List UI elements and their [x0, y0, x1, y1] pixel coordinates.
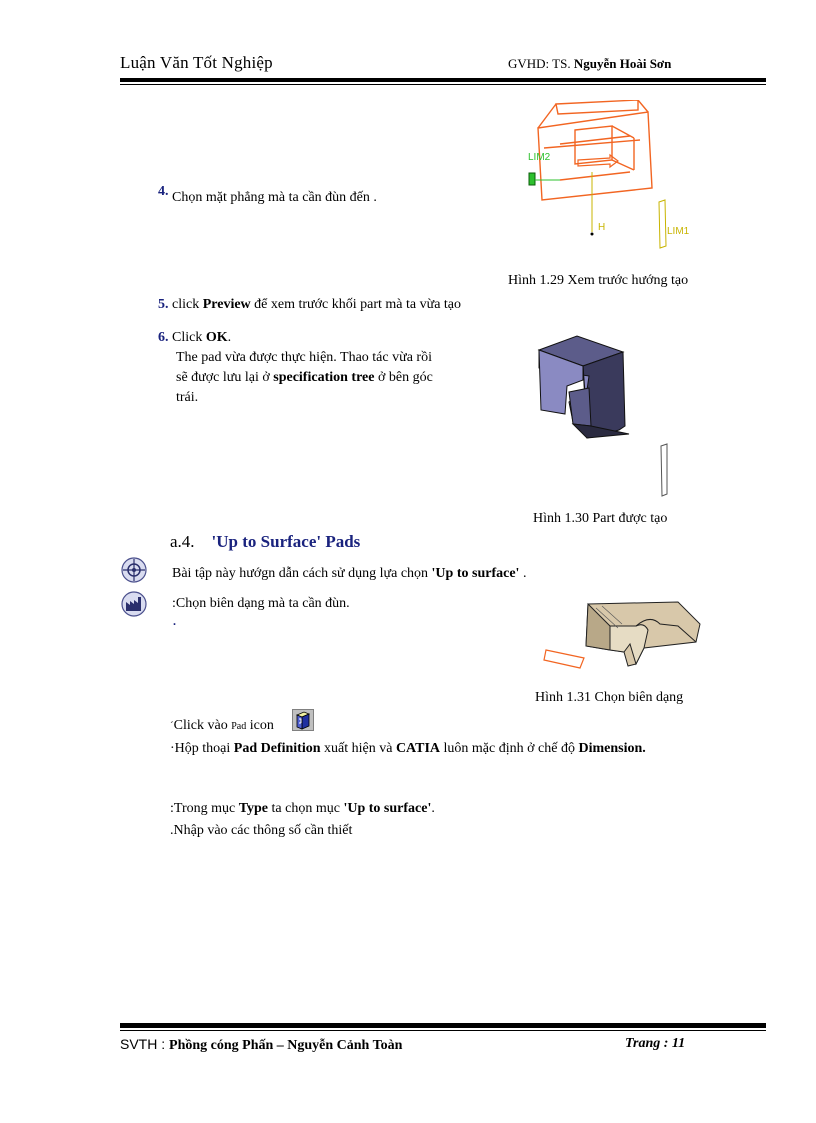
- caption-figure-1-29: Hình 1.29 Xem trước hướng tạo: [508, 273, 689, 288]
- pad-part: [539, 336, 629, 438]
- factory-icon: [120, 590, 148, 618]
- profile-part: [586, 602, 700, 666]
- figure-1-30: [525, 330, 685, 500]
- section-heading: a.4. 'Up to Surface' Pads: [170, 532, 361, 551]
- step-6: 6. Click OK. The pad vừa được thực hiện. Thao tác vừa rồi sẽ được lưu lại ở specification tree ở bên góc trái.: [158, 330, 433, 405]
- label-h: H: [598, 222, 606, 233]
- pad-icon[interactable]: [292, 709, 314, 731]
- section-step-select-profile: :Chọn biên dạng mà ta cần đùn.: [172, 596, 350, 611]
- figure-1-29: [520, 100, 710, 250]
- selected-profile: [544, 650, 584, 668]
- section-dot: .: [173, 614, 176, 628]
- step-pad-definition: ·Hộp thoại Pad Definition xuất hiện và CATIA luôn mặc định ở chế độ Dimension.: [170, 741, 646, 756]
- label-lim1: LIM1: [667, 226, 690, 237]
- footer-students: SVTH : Phồng cóng Phấn – Nguyễn Cảnh Toàn: [120, 1036, 403, 1053]
- preview-box: [538, 100, 652, 200]
- footer-page-number: Trang : 11: [625, 1036, 686, 1051]
- section-intro: Bài tập này hướgn dẫn cách sử dụng lựa chọn 'Up to surface' .: [172, 566, 527, 581]
- step-click-pad: ´Click vào Pad icon: [170, 718, 274, 733]
- step-enter-parameters: .Nhập vào các thông số cần thiết: [170, 823, 353, 838]
- origin-point: [591, 233, 594, 236]
- caption-figure-1-30: Hình 1.30 Part được tạo: [533, 511, 668, 526]
- header-advisor: GVHD: TS. Nguyễn Hoài Sơn: [508, 56, 672, 71]
- plane-marker: [529, 173, 535, 185]
- step-4: 4. Chọn mặt phẳng mà ta cần đùn đến .: [158, 184, 377, 205]
- header-title: Luận Văn Tốt Nghiệp: [120, 53, 273, 72]
- header-rule-thick: [120, 78, 766, 82]
- label-lim2: LIM2: [528, 152, 551, 163]
- footer-rule-thin: [120, 1030, 766, 1031]
- header-rule-thin: [120, 84, 766, 85]
- step-5: 5. click Preview để xem trước khối part mà ta vừa tạo: [158, 297, 462, 312]
- limit-plane: [659, 200, 666, 248]
- step-type-selection: :Trong mục Type ta chọn mục 'Up to surface'.: [170, 801, 435, 816]
- figure-1-31: [540, 598, 705, 678]
- limit-plane-2: [661, 444, 667, 496]
- footer-rule-thick: [120, 1023, 766, 1028]
- objective-icon: [120, 556, 148, 584]
- caption-figure-1-31: Hình 1.31 Chọn biên dạng: [535, 690, 684, 705]
